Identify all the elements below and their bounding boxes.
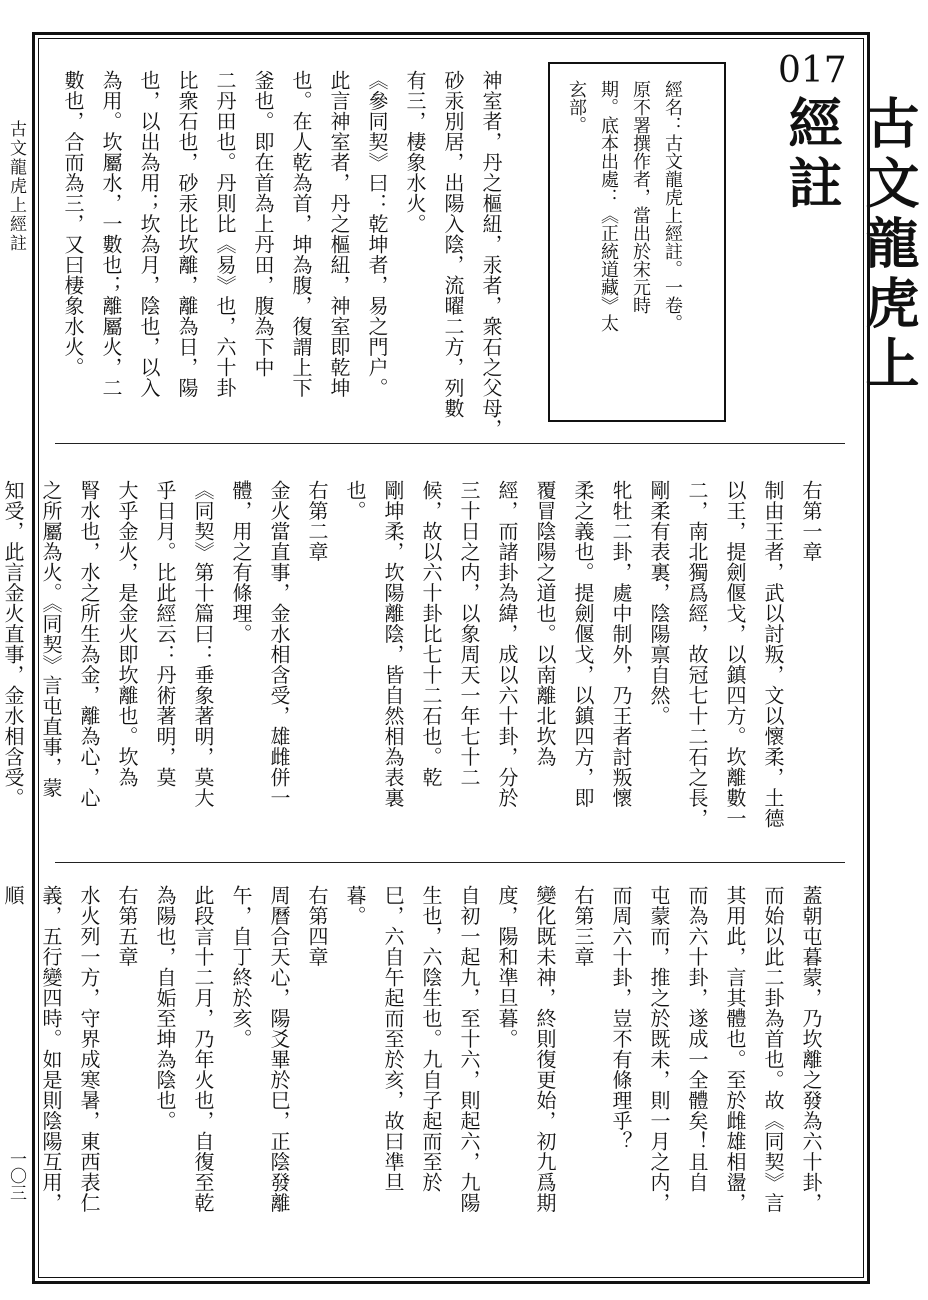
entry-number: 017 [778, 50, 847, 91]
text-column: 金火當直事，金水相含受，雄雌併一 [267, 480, 291, 808]
text-column: 巳，六自午起而至於亥，故曰凖旦 [381, 885, 405, 1193]
text-column: 知受，此言金火直事，金水相含受。 [1, 480, 25, 808]
chapter-heading: 右第一章 [799, 480, 823, 562]
text-column: 此言神室者，丹之樞紐，神室即乾坤 [327, 70, 351, 398]
meta-column: 玄部。 [566, 80, 587, 134]
text-column: 柔之義也。提劍偃戈，以鎮四方，即 [571, 480, 595, 808]
section-divider-bottom [55, 862, 845, 863]
meta-column: 經名：古文龍虎上經註。一卷。 [662, 80, 683, 332]
text-column: 此段言十二月，乃年火也，自復至乾 [191, 885, 215, 1213]
text-block-top [61, 70, 510, 440]
text-column: 二，南北獨爲經，故冠七十二石之長， [685, 480, 709, 829]
meta-column: 原不署撰作者，當出於宋元時 [630, 80, 651, 314]
text-column: 候，故以六十卦比七十二石也。乾 [419, 480, 443, 788]
text-column: 有三，棲象水火。 [403, 70, 427, 234]
text-block-middle [1, 480, 830, 860]
text-column: 也。在人乾為首，坤為腹，復謂上下 [289, 70, 313, 398]
text-column: 屯蒙而，推之於既未，則一月之内， [647, 885, 671, 1213]
chapter-heading: 右第二章 [305, 480, 329, 562]
text-column: 生也，六陰生也。九自子起而至於 [419, 885, 443, 1193]
text-column: 暮。 [343, 885, 367, 926]
text-column: 覆冒陰陽之道也。以南離北坎為 [533, 480, 557, 767]
text-column: 周曆合天心，陽爻畢於巳，正陰發離 [267, 885, 291, 1213]
chapter-heading: 右第三章 [571, 885, 595, 967]
text-column: 釜也。即在首為上丹田，腹為下中 [251, 70, 275, 378]
text-column: 砂汞別居，出陽入陰，流曜二方，列數 [441, 70, 465, 419]
text-column: 數也，合而為三，又曰棲象水火。 [61, 70, 85, 378]
chapter-heading: 右第四章 [305, 885, 329, 967]
chapter-heading: 右第五章 [115, 885, 139, 967]
text-column: 其用此，言其體也。至於雌雄相盪， [723, 885, 747, 1213]
metadata-text [560, 80, 688, 410]
text-column: 而為六十卦，遂成一全體矣！且自 [685, 885, 709, 1193]
page-number: 一〇三 [6, 1150, 26, 1201]
text-column: 剛坤柔，坎陽離陰，皆自然相為表裏 [381, 480, 405, 808]
text-column: 自初一起九，至十六，則起六，九陽 [457, 885, 481, 1213]
text-column: 制由王者，武以討叛，文以懷柔，土德 [761, 480, 785, 829]
text-column: 而始以此二卦為首也。故《同契》言 [761, 885, 785, 1213]
text-column: 義，五行變四時。如是則陰陽互用，順 [1, 885, 63, 1213]
text-column: 經，而諸卦為緯，成以六十卦，分於 [495, 480, 519, 808]
entry-title: 古文龍虎上經註 [780, 95, 921, 395]
text-column: 體，用之有條理。 [229, 480, 253, 644]
text-column: 大乎金火，是金火即坎離也。坎為 [115, 480, 139, 788]
text-column: 水火列一方，守界成寒暑，東西表仁 [77, 885, 101, 1213]
text-column: 剛柔有表裏，陰陽禀自然。 [647, 480, 671, 726]
text-column: 牝牡二卦，處中制外，乃王者討叛懷 [609, 480, 633, 808]
text-column: 度，陽和凖旦暮。 [495, 885, 519, 1049]
text-column: 也。 [343, 480, 367, 521]
text-column: 二丹田也。丹則比《易》也，六十卦 [213, 70, 237, 398]
text-column: 午，自丁終於亥。 [229, 885, 253, 1049]
text-column: 神室者，丹之樞紐，汞者，衆石之父母， [479, 70, 503, 439]
section-divider-top [55, 443, 845, 444]
text-column: 為陽也，自姤至坤為陰也。 [153, 885, 177, 1131]
text-column: 乎日月。比此經云：丹術著明，莫 [153, 480, 177, 788]
text-column: 《同契》第十篇曰：垂象著明，莫大 [191, 480, 215, 808]
running-title: 古文龍虎上經註 [6, 120, 26, 253]
meta-column: 期。底本出處：《正統道藏》太 [598, 80, 619, 332]
text-column: 以王，提劍偃戈，以鎮四方。坎離數一 [723, 480, 747, 829]
text-column: 三十日之内，以象周天一年七十二 [457, 480, 481, 788]
text-column: 之所屬為火。《同契》言屯直事，蒙 [39, 480, 63, 798]
text-column: 變化既未神，終則復更始，初九爲期 [533, 885, 557, 1213]
text-column: 比衆石也，砂汞比坎離，離為日，陽 [175, 70, 199, 398]
text-column: 為用。坎屬水，一數也；離屬火，二 [99, 70, 123, 398]
text-column: 也，以出為用；坎為月，陰也，以入 [137, 70, 161, 398]
text-column: 蓋朝屯暮蒙，乃坎離之發為六十卦， [799, 885, 823, 1213]
text-column: 《參同契》曰：乾坤者，易之門户。 [365, 70, 389, 398]
text-column: 而周六十卦，豈不有條理乎？ [609, 885, 633, 1152]
text-column: 腎水也，水之所生為金，離為心，心 [77, 480, 101, 808]
